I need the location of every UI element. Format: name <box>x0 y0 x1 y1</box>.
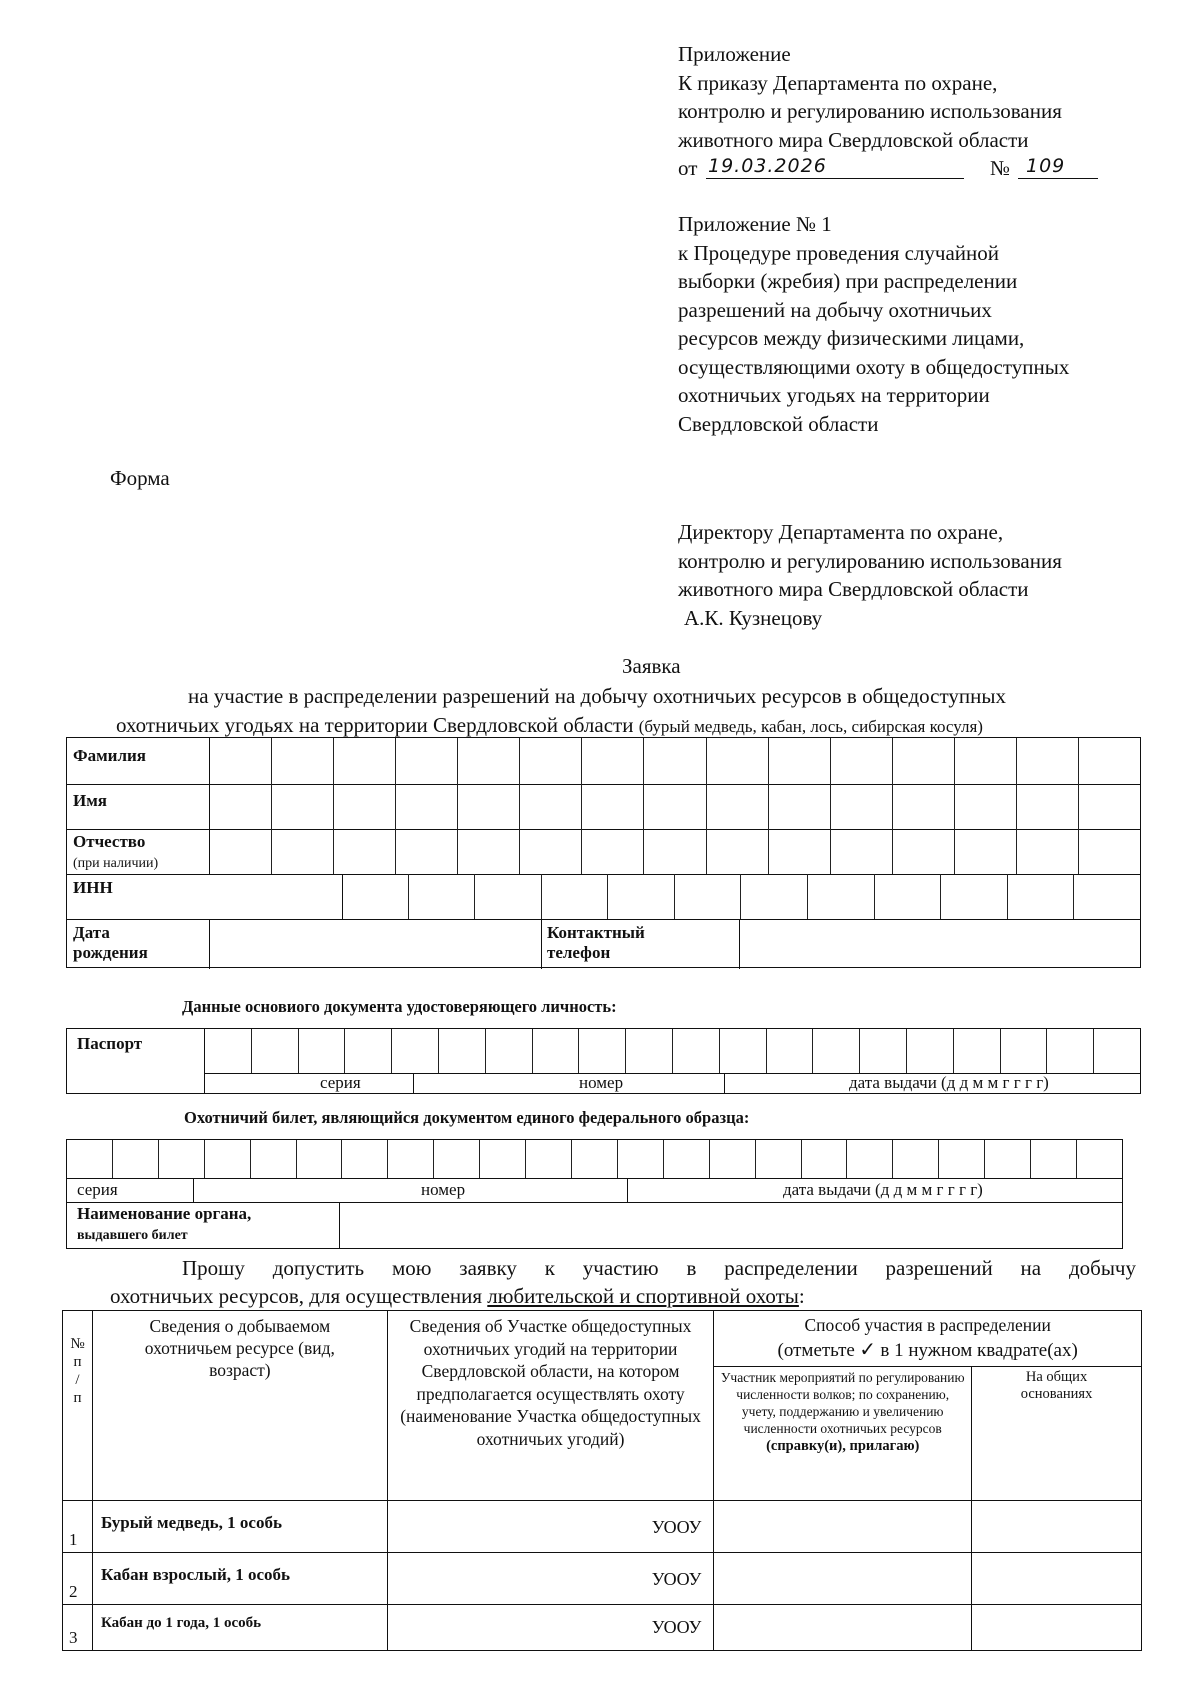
order-date-line <box>678 154 1066 183</box>
passport-series-caption: серия <box>320 1073 361 1092</box>
ticket-issuer-l1: Наименование органа, <box>77 1204 252 1223</box>
birth-date-field[interactable] <box>211 920 539 968</box>
hunting-type: любительской и спортивной охоты <box>487 1284 799 1308</box>
request-suffix: : <box>798 1284 805 1308</box>
number-underline <box>1018 178 1098 179</box>
date-underline <box>706 178 964 179</box>
patronymic-note: (при наличии) <box>73 856 159 871</box>
addressee-line: животного мира Свердловской области <box>678 577 1029 601</box>
title-line-1: на участие в распределении разрешений на добычу охотничьих ресурсов в общедоступных <box>188 684 1006 708</box>
surname-label: Фамилия <box>73 746 147 765</box>
title-line-2-text: охотничьих угодьях на территории Свердловской области <box>116 713 634 737</box>
appendix1-line: разрешений на добычу охотничьих <box>678 297 992 322</box>
participant-checkbox[interactable] <box>714 1553 972 1605</box>
appendix1-line: Свердловской области <box>678 411 879 436</box>
form-label: Форма <box>110 466 170 490</box>
participant-text: Участник мероприятий по регулированию численности волков; по сохранению, учету, поддержанию и увеличению численности охотничьих ресурсов <box>720 1370 965 1436</box>
num-header <box>63 1311 93 1501</box>
patronymic-cells[interactable] <box>210 829 1140 874</box>
addressee-block <box>678 518 1062 632</box>
number-prefix: № <box>990 156 1011 180</box>
row-num: 1 <box>63 1501 93 1553</box>
num-h2: / <box>75 1372 80 1388</box>
hunting-ticket-table <box>66 1139 1123 1249</box>
passport-table <box>66 1028 1141 1094</box>
row-area: УООУ <box>387 1553 714 1605</box>
resource-header: Сведения о добываемом охотничьем ресурсе (вид, возраст) <box>92 1311 387 1501</box>
ticket-issuer-l2: выдавшего билет <box>77 1228 188 1243</box>
birth-date-l1: Дата <box>73 923 110 942</box>
row-num: 2 <box>63 1553 93 1605</box>
table-row <box>63 1605 1142 1651</box>
phone-field[interactable] <box>741 920 1139 968</box>
participant-subheader <box>714 1367 972 1501</box>
appendix1-block <box>678 210 1069 438</box>
appendix1-line: ресурсов между физическими лицами, <box>678 326 1025 350</box>
general-subheader: На общих основаниях <box>972 1367 1142 1501</box>
num-h3: п <box>73 1390 82 1406</box>
general-checkbox[interactable] <box>972 1553 1142 1605</box>
order-date-value: 19.03.2026 <box>708 155 827 177</box>
row-num: 3 <box>63 1605 93 1651</box>
appendix1-line: к Процедуре проведения случайной <box>678 240 1000 265</box>
general-checkbox[interactable] <box>972 1501 1142 1553</box>
patronymic-label <box>73 832 158 874</box>
ticket-date-caption: дата выдачи (д д м м г г г г) <box>783 1180 983 1199</box>
general-checkbox[interactable] <box>972 1605 1142 1651</box>
row-resource: Кабан взрослый, 1 особь <box>92 1553 387 1605</box>
participant-checkbox[interactable] <box>714 1501 972 1553</box>
appendix1-line: осуществляющими охоту в общедоступных <box>678 354 1070 379</box>
birth-date-l2: рождения <box>73 943 148 962</box>
surname-cells[interactable] <box>210 738 1140 784</box>
person-table <box>66 737 1141 968</box>
passport-number-caption: номер <box>579 1073 624 1092</box>
inn-cells[interactable] <box>342 874 1140 919</box>
passport-cells[interactable] <box>205 1029 1140 1073</box>
request-line-1 <box>182 1254 1136 1282</box>
area-header: Сведения об Участке общедоступных охотничьих угодий на территории Свердловской области, на котором предполагается осуществлять охоту (наименование Участка общедоступных охотничьих угодий) <box>387 1311 714 1501</box>
ticket-issuer-field[interactable] <box>341 1203 1121 1247</box>
order-line: контролю и регулированию использования <box>678 99 1062 123</box>
table-row <box>63 1501 1142 1553</box>
ticket-cells[interactable] <box>67 1140 1122 1178</box>
date-prefix: от <box>678 156 698 180</box>
row-area: УООУ <box>387 1501 714 1553</box>
request-line-2 <box>110 1282 805 1311</box>
participant-checkbox[interactable] <box>714 1605 972 1651</box>
row-resource: Кабан до 1 года, 1 особь <box>92 1605 387 1651</box>
participant-note: (справку(и), прилагаю) <box>766 1438 920 1454</box>
appendix1-line: выборки (жребия) при распределении <box>678 269 1018 293</box>
name-cells[interactable] <box>210 784 1140 829</box>
inn-label: ИНН <box>73 878 113 897</box>
request-text-1: Прошу допустить мою заявку к участию в распределении разрешений на добычу <box>182 1256 1136 1280</box>
passport-date-caption: дата выдачи (д д м м г г г г) <box>849 1073 1049 1092</box>
row-area: УООУ <box>387 1605 714 1651</box>
addressee-line: контролю и регулированию использования <box>678 548 1062 573</box>
order-line: животного мира Свердловской области <box>678 127 1029 152</box>
document-title: Заявка <box>622 654 681 678</box>
ticket-series-caption: серия <box>77 1180 118 1199</box>
appendix-title: Приложение <box>678 42 791 66</box>
method-l2a: (отметьте <box>777 1340 855 1361</box>
ticket-issuer-label <box>77 1204 251 1246</box>
table-row <box>63 1553 1142 1605</box>
check-icon: ✓ <box>859 1337 877 1361</box>
order-header <box>678 40 1066 183</box>
order-line: К приказу Департамента по охране, <box>678 70 998 95</box>
title-species: (бурый медведь, кабан, лось, сибирская косуля) <box>638 717 983 736</box>
addressee-line: Директору Департамента по охране, <box>678 520 1004 544</box>
resources-table <box>62 1310 1142 1651</box>
addressee-line: А.К. Кузнецову <box>684 605 823 630</box>
num-h0: № <box>70 1336 85 1352</box>
appendix1-line: охотничьих угодьях на территории <box>678 383 990 407</box>
hunting-ticket-heading: Охотничий билет, являющийся документом единого федерального образца: <box>184 1108 750 1127</box>
method-l2b: в 1 нужном квадрате(ах) <box>880 1340 1078 1361</box>
method-header <box>714 1311 1142 1367</box>
method-l1: Способ участия в распределении <box>804 1315 1051 1335</box>
request-prefix: охотничьих ресурсов, для осуществления <box>110 1284 483 1308</box>
patronymic-text: Отчество <box>73 832 146 851</box>
name-label: Имя <box>73 791 107 810</box>
ticket-number-caption: номер <box>421 1180 466 1199</box>
order-number-value: 109 <box>1026 155 1066 177</box>
passport-label: Паспорт <box>77 1034 143 1053</box>
passport-heading: Данные основиого документа удостоверяющего личность: <box>182 997 617 1016</box>
phone-l1: Контактный <box>547 923 645 942</box>
appendix1-line: Приложение № 1 <box>678 212 832 236</box>
row-resource: Бурый медведь, 1 особь <box>92 1501 387 1553</box>
phone-label <box>547 923 645 963</box>
birth-date-label <box>73 923 148 963</box>
num-h1: п <box>73 1354 82 1370</box>
phone-l2: телефон <box>547 943 611 962</box>
